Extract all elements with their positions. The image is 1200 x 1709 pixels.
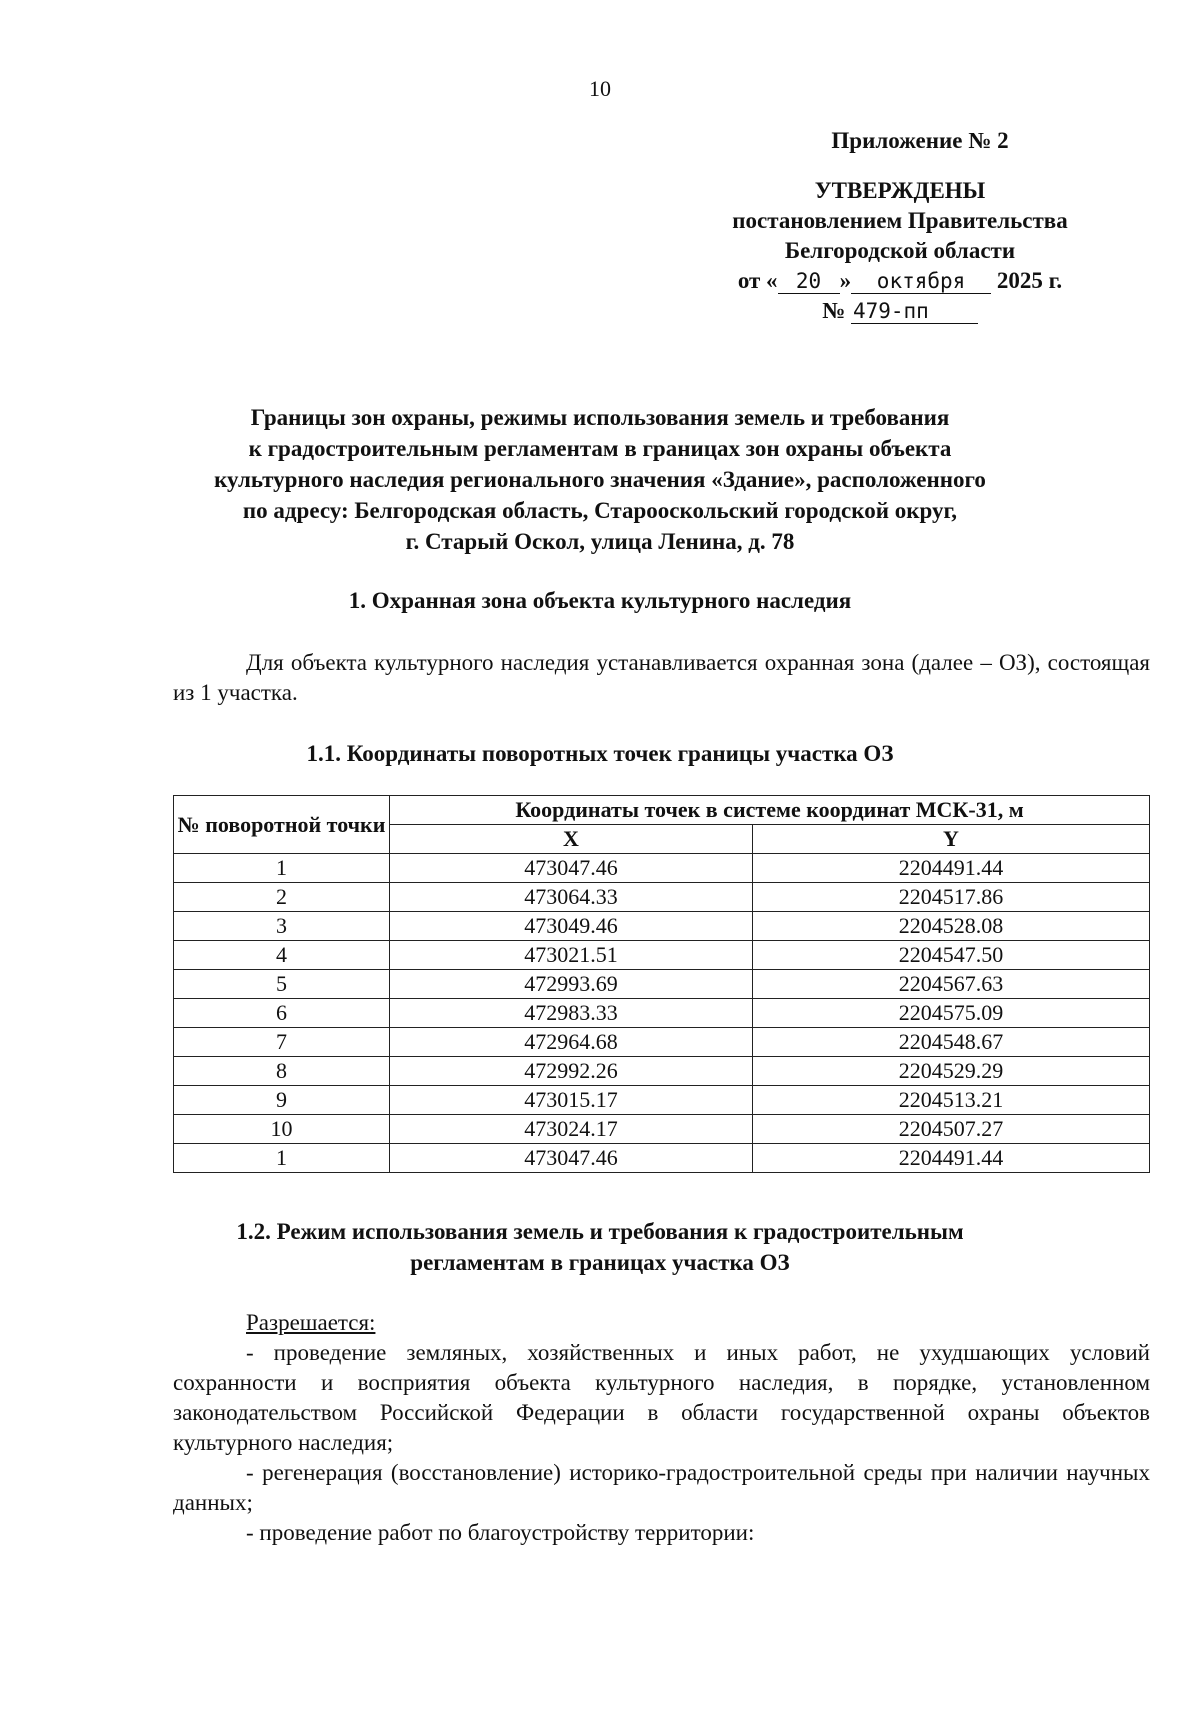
approval-line-2: Белгородской области (784, 238, 1016, 263)
coord-x: 472964.68 (390, 1028, 753, 1057)
point-number: 6 (174, 999, 390, 1028)
point-number: 5 (174, 970, 390, 999)
approval-line-1: постановлением Правительства (732, 208, 1068, 233)
coord-y: 2204529.29 (753, 1057, 1150, 1086)
coord-x: 472983.33 (390, 999, 753, 1028)
title-line: по адресу: Белгородская область, Старооскольский городской округ, (242, 498, 958, 523)
table-row (174, 1144, 1150, 1173)
approval-date (620, 266, 1180, 296)
coord-y: 2204491.44 (753, 854, 1150, 883)
coord-x: 473064.33 (390, 883, 753, 912)
table-row (174, 1086, 1150, 1115)
section-1-heading: 1. Охранная зона объекта культурного наследия (348, 588, 852, 613)
allowed-label: Разрешается: (246, 1310, 376, 1335)
section-1-2-heading-line: регламентам в границах участка ОЗ (410, 1250, 790, 1275)
date-month: октября (851, 269, 991, 294)
coord-y: 2204548.67 (753, 1028, 1150, 1057)
title-line: к градостроительным регламентам в границах зон охраны объекта (248, 436, 952, 461)
section-1-2-heading (150, 1216, 1050, 1278)
table-row (174, 1115, 1150, 1144)
date-day: 20 (778, 269, 840, 294)
header-x: X (390, 825, 753, 854)
table-row (174, 970, 1150, 999)
table-row (174, 912, 1150, 941)
point-number: 4 (174, 941, 390, 970)
title-line: г. Старый Оскол, улица Ленина, д. 78 (405, 529, 795, 554)
coord-y: 2204491.44 (753, 1144, 1150, 1173)
coord-x: 473021.51 (390, 941, 753, 970)
header-y: Y (753, 825, 1150, 854)
coord-y: 2204575.09 (753, 999, 1150, 1028)
coord-y: 2204517.86 (753, 883, 1150, 912)
coord-y: 2204507.27 (753, 1115, 1150, 1144)
coord-x: 473015.17 (390, 1086, 753, 1115)
document-title (150, 402, 1050, 557)
section-1-paragraph: Для объекта культурного наследия устанавливается охранная зона (далее – ОЗ), состоящая из 1 участка. (173, 650, 1150, 705)
point-number: 1 (174, 1144, 390, 1173)
point-number: 8 (174, 1057, 390, 1086)
coordinates-table (173, 795, 1150, 1173)
approval-number (620, 296, 1180, 326)
allowed-item-1: - проведение земляных, хозяйственных и иных работ, не ухудшающих условий сохранности и восприятия объекта культурного наследия, в порядке, установленном законодательством Российской Федерации в области государственной охраны объектов культурного наследия; (173, 1340, 1150, 1455)
coord-x: 472992.26 (390, 1057, 753, 1086)
approved-label: УТВЕРЖДЕНЫ (814, 178, 986, 203)
point-number: 2 (174, 883, 390, 912)
section-1-1-heading: 1.1. Координаты поворотных точек границы участка ОЗ (306, 741, 894, 766)
table-row (174, 941, 1150, 970)
title-line: Границы зон охраны, режимы использования земель и требования (250, 405, 950, 430)
header-coordinates: Координаты точек в системе координат МСК-31, м (390, 796, 1150, 825)
point-number: 9 (174, 1086, 390, 1115)
coord-x: 473047.46 (390, 854, 753, 883)
allowed-label-line (173, 1308, 1150, 1338)
table-row (174, 1057, 1150, 1086)
title-line: культурного наследия регионального значения «Здание», расположенного (214, 467, 986, 492)
appendix-label: Приложение № 2 (831, 128, 1009, 153)
allowed-item-3: - проведение работ по благоустройству территории: (246, 1520, 755, 1545)
number-value: 479-пп (851, 299, 978, 324)
point-number: 1 (174, 854, 390, 883)
section-1-2-heading-line: 1.2. Режим использования земель и требования к градостроительным (236, 1219, 964, 1244)
point-number: 3 (174, 912, 390, 941)
table-row (174, 854, 1150, 883)
date-prefix: от « (737, 268, 778, 293)
table-row (174, 1028, 1150, 1057)
approval-block (620, 126, 1180, 326)
point-number: 10 (174, 1115, 390, 1144)
table-row (174, 999, 1150, 1028)
coord-x: 473024.17 (390, 1115, 753, 1144)
header-point-number: № поворотной точки (174, 796, 390, 854)
allowed-item-2: - регенерация (восстановление) историко-градостроительной среды при наличии научных данных; (173, 1460, 1150, 1515)
date-year: 2025 г. (996, 268, 1063, 293)
coord-x: 472993.69 (390, 970, 753, 999)
date-mid: » (839, 268, 852, 293)
coord-y: 2204567.63 (753, 970, 1150, 999)
point-number: 7 (174, 1028, 390, 1057)
table-row (174, 883, 1150, 912)
page-number: 10 (589, 76, 611, 101)
number-prefix: № (822, 298, 846, 323)
coord-y: 2204547.50 (753, 941, 1150, 970)
coord-y: 2204513.21 (753, 1086, 1150, 1115)
coord-x: 473047.46 (390, 1144, 753, 1173)
coord-x: 473049.46 (390, 912, 753, 941)
coord-y: 2204528.08 (753, 912, 1150, 941)
